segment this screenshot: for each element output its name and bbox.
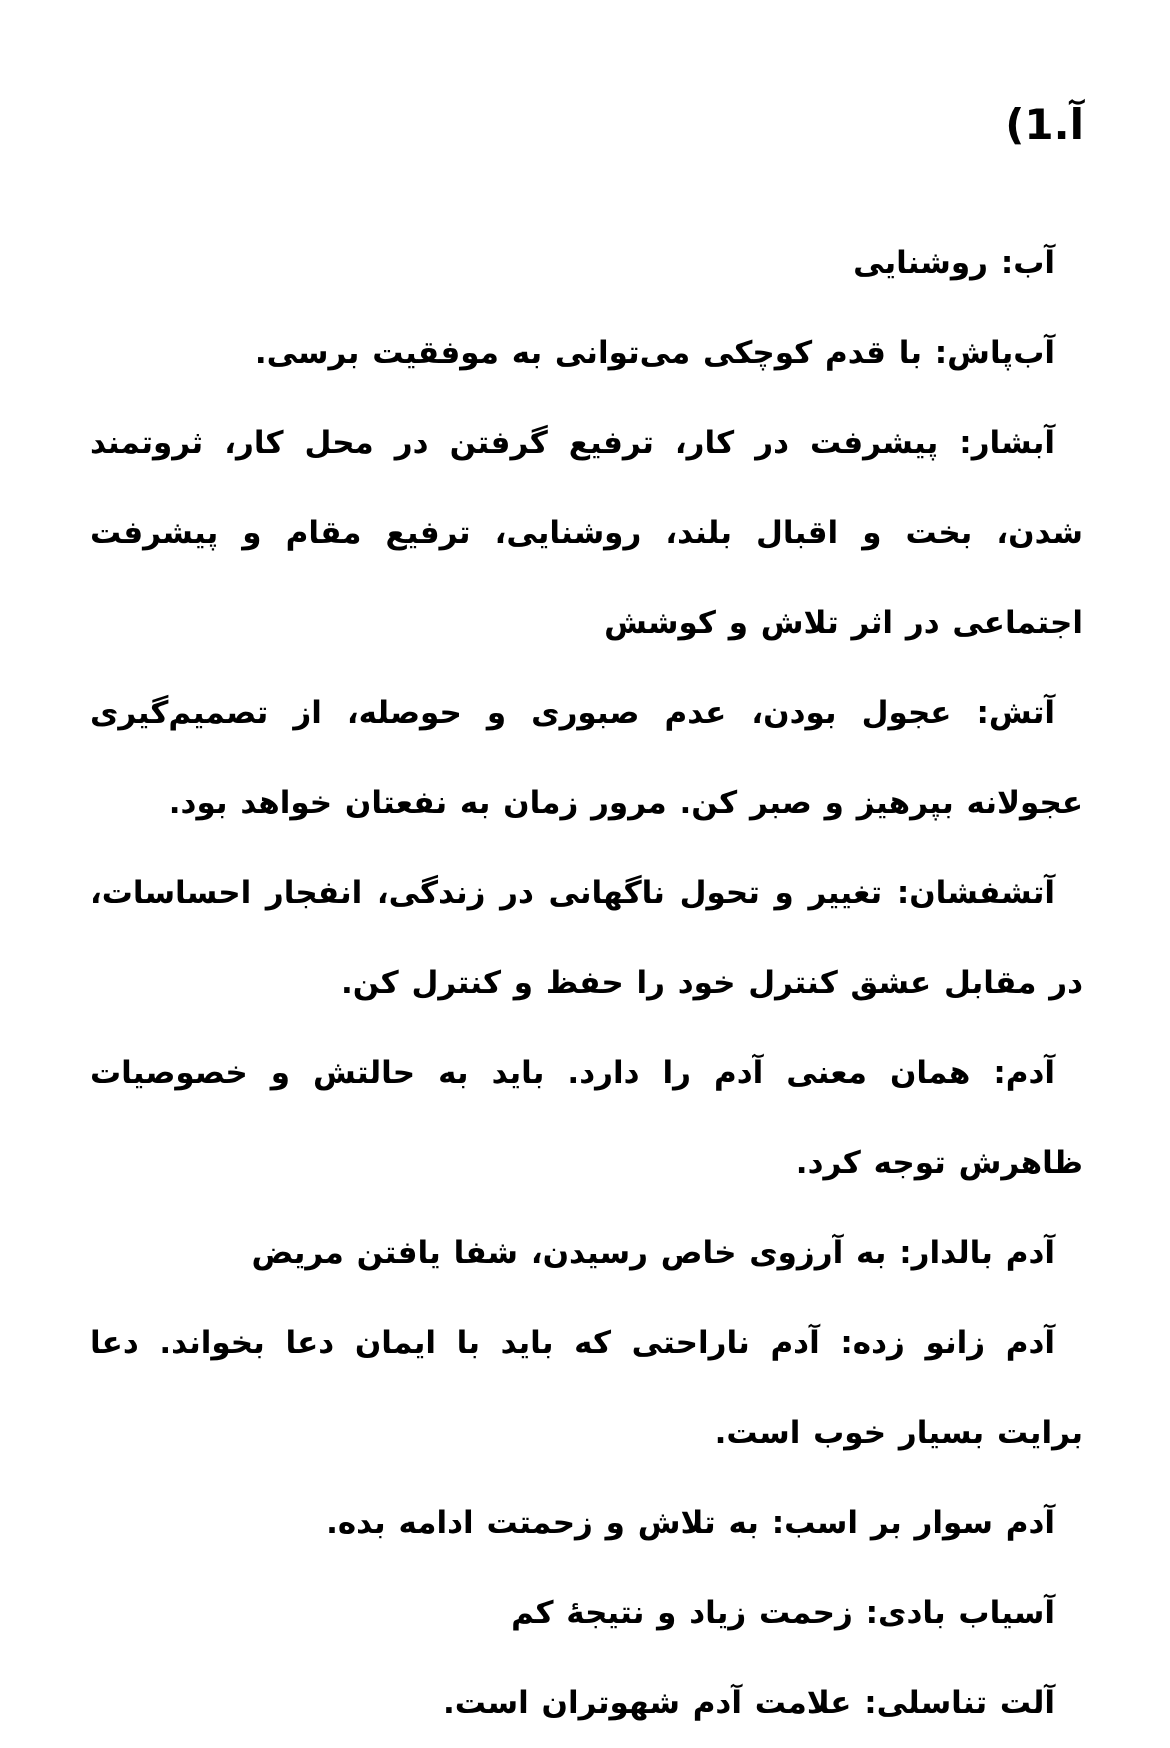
- entry-kneeling-human: آدم زانو زده: آدم ناراحتی که باید با ایمان دعا بخواند. دعا برایت بسیار خوب است.: [90, 1325, 1083, 1451]
- entry-genitals: آلت تناسلی: علامت آدم شهوتران است.: [443, 1685, 1055, 1721]
- entry-waterfall: آبشار: پیشرفت در کار، ترفیع گرفتن در محل کار، ثروتمند شدن، بخت و اقبال بلند، روشنایی، ترفیع مقام و پیشرفت اجتماعی در اثر تلاش و کوشش: [90, 425, 1083, 641]
- entry-human: آدم: همان معنی آدم را دارد. باید به حالتش و خصوصیات ظاهرش توجه کرد.: [90, 1055, 1083, 1181]
- section-heading: آ.1): [1005, 100, 1084, 149]
- entry-winged-human: آدم بالدار: به آرزوی خاص رسیدن، شفا یافتن مریض: [251, 1235, 1055, 1271]
- entry-water: آب: روشنایی: [853, 245, 1055, 281]
- entry-horse-rider: آدم سوار بر اسب: به تلاش و زحمتت ادامه بده.: [326, 1505, 1055, 1541]
- entry-fire: آتش: عجول بودن، عدم صبوری و حوصله، از تصمیم‌گیری عجولانه بپرهیز و صبر کن. مرور زمان به نفعتان خواهد بود.: [90, 695, 1083, 821]
- entry-volcano: آتشفشان: تغییر و تحول ناگهانی در زندگی، انفجار احساسات، در مقابل عشق کنترل خود را حفظ و کنترل کن.: [90, 875, 1083, 1001]
- dream-dictionary-list: [90, 218, 1083, 1748]
- entry-windmill: آسیاب بادی: زحمت زیاد و نتیجهٔ کم: [511, 1595, 1055, 1631]
- entry-watering-can: آب‌پاش: با قدم کوچکی می‌توانی به موفقیت برسی.: [254, 335, 1055, 371]
